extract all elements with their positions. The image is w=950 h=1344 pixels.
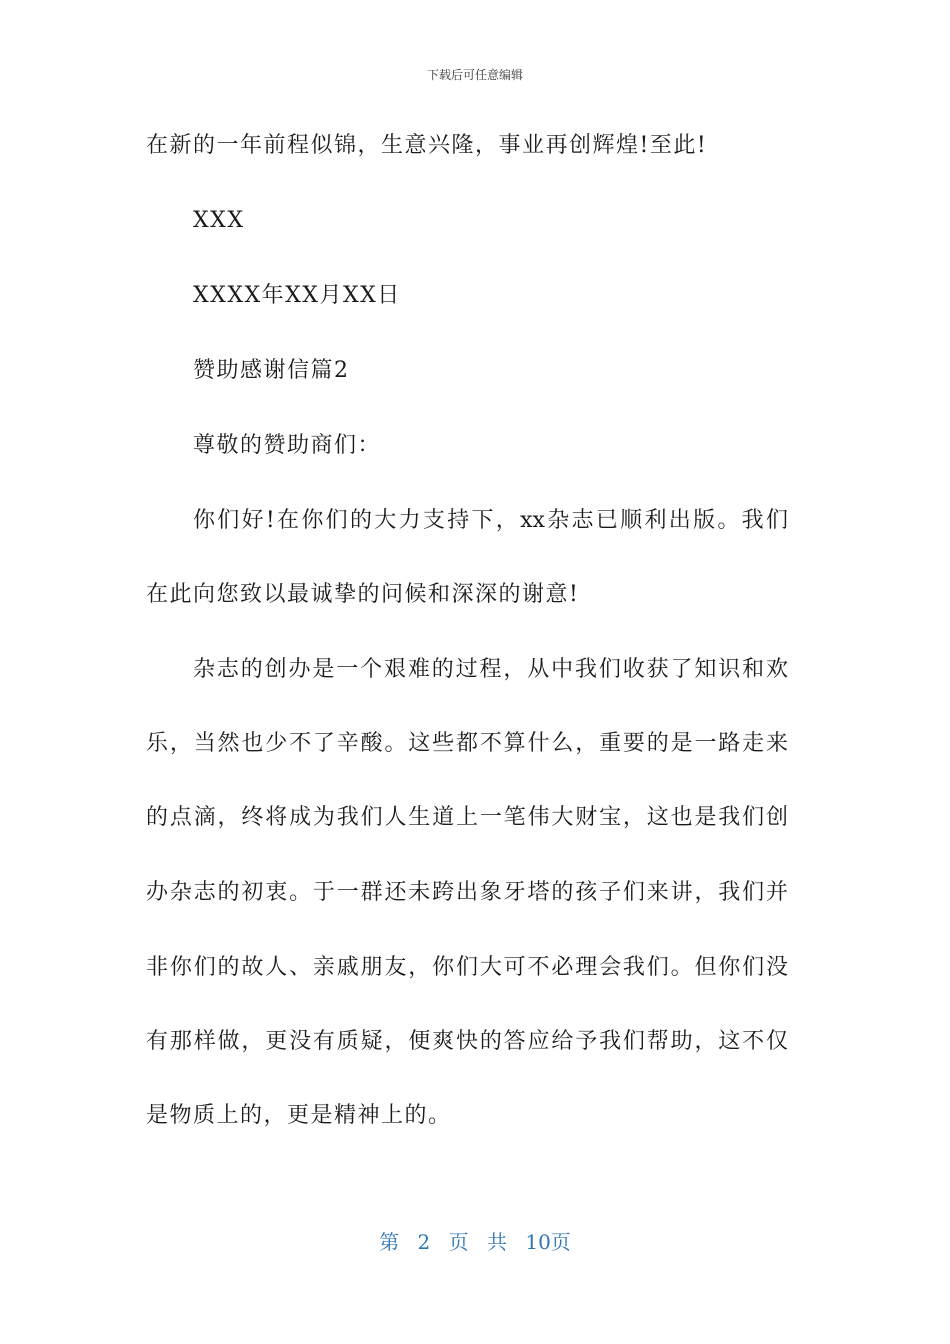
salutation: 尊敬的赞助商们： — [193, 433, 382, 458]
paragraph-line-9: 有那样做，更没有质疑，便爽快的答应给予我们帮助，这不仅 — [146, 1029, 788, 1054]
paragraph-line-3: 在此向您致以最诚挚的问候和深深的谢意! — [146, 582, 580, 607]
paragraph-line-4: 杂志的创办是一个艰难的过程，从中我们收获了知识和欢 — [193, 657, 788, 682]
paragraph-line-2: 你们好!在你们的大力支持下，xx杂志已顺利出版。我们 — [193, 508, 788, 533]
paragraph-line-5: 乐，当然也少不了辛酸。这些都不算什么，重要的是一路走来 — [146, 731, 788, 756]
paragraph-line-6: 的点滴，终将成为我们人生道上一笔伟大财宝，这也是我们创 — [146, 805, 788, 830]
paragraph-line-10: 是物质上的，更是精神上的。 — [146, 1103, 452, 1128]
signature-date: XXXX年XX月XX日 — [193, 283, 401, 308]
section-title: 赞助感谢信篇2 — [193, 358, 350, 383]
paragraph-line-1: 在新的一年前程似锦，生意兴隆，事业再创辉煌!至此! — [146, 133, 708, 158]
signature-name: XXX — [193, 208, 245, 233]
paragraph-line-7: 办杂志的初衷。于一群还未跨出象牙塔的孩子们来讲，我们并 — [146, 880, 788, 905]
page-number: 第 2 页 共 10页 — [379, 1230, 571, 1254]
header-note: 下载后可任意编辑 — [426, 68, 523, 82]
paragraph-line-8: 非你们的故人、亲戚朋友，你们大可不必理会我们。但你们没 — [146, 955, 788, 980]
